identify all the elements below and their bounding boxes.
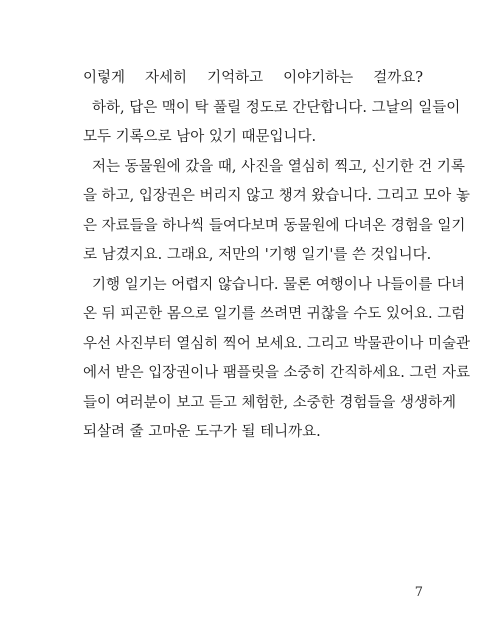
body-text xyxy=(83,64,471,448)
text-line: 저는 동물원에 갔을 때, 사진을 열심히 찍고, 신기한 건 기록 xyxy=(92,158,465,175)
text-line: 이렇게 자세히 기억하고 이야기하는 걸까요? xyxy=(83,70,423,86)
text-line: 은 자료들을 하나씩 들여다보며 동물원에 다녀온 경험을 일기 xyxy=(83,217,466,234)
text-line: 모두 기록으로 남아 있기 때문입니다. xyxy=(83,129,317,145)
text-line: 되살려 줄 고마운 도구가 될 테니까요. xyxy=(83,424,321,440)
text-line: 기행 일기는 어렵지 않습니다. 물론 여행이나 나들이를 다녀 xyxy=(92,276,466,293)
text-line: 하하, 답은 맥이 탁 풀릴 정도로 간단합니다. 그날의 일들이 xyxy=(92,99,461,116)
text-line: 온 뒤 피곤한 몸으로 일기를 쓰려면 귀찮을 수도 있어요. 그럼 xyxy=(83,306,466,322)
text-line: 우선 사진부터 열심히 찍어 보세요. 그리고 박물관이나 미술관 xyxy=(83,335,471,352)
text-line: 로 남겼지요. 그래요, 저만의 '기행 일기'를 쓴 것입니다. xyxy=(83,247,432,263)
page-number: 7 xyxy=(414,585,423,600)
text-line: 들이 여러분이 보고 듣고 체험한, 소중한 경험들을 생생하게 xyxy=(83,394,457,411)
text-line: 에서 받은 입장권이나 팸플릿을 소중히 간직하세요. 그런 자료 xyxy=(83,365,471,381)
text-line: 을 하고, 입장권은 버리지 않고 챙겨 왔습니다. 그리고 모아 놓 xyxy=(83,188,470,204)
